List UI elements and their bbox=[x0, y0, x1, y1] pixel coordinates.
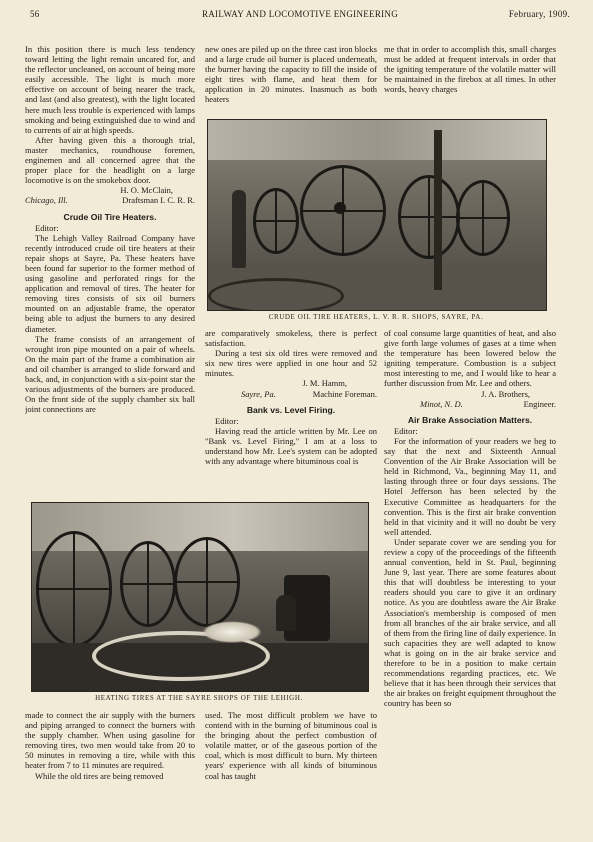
signature-name: H. O. McClain, bbox=[120, 185, 173, 196]
tire-shape bbox=[253, 188, 299, 254]
paragraph: For the information of your readers we beg to say that the next and Sixteenth Annual Convention of the Air Brake Association will be held in Richmond, Va., beginning May 11, and lasting through three or four days sessions. The Hotel Jefferson has been selected by the Executive Committee as headquarters for the convention. This is the first air brake convention held in that vicinity and it will no doubt be very well attended. bbox=[384, 435, 556, 537]
paragraph: The Lehigh Valley Railroad Company have recently introduced crude oil tire heaters at their repair shops at Sayre, Pa. These heaters have been found far superior to the former method of using gasoline and perforated rings for the application and removal of tires. The heater for removing tires consists of six oil burners mounted on an adjustable frame, the operator being able to adjust the burners to any desired diameter. bbox=[25, 232, 195, 334]
signature-name: J. A. Brothers, bbox=[481, 388, 530, 399]
hub-shape bbox=[334, 202, 346, 214]
tire-shape bbox=[120, 541, 176, 627]
large-tire-ring bbox=[208, 278, 344, 311]
signature-line bbox=[205, 389, 377, 399]
signature-title: Engineer. bbox=[523, 398, 556, 409]
paragraph: made to connect the air supply with the burners and piping arranged to connect the burners with the supply chamber. When using gasoline for removing tires, two men would take from 20 to 50 minutes in removing a tire, while with this heater from 7 to 11 minutes are required. bbox=[25, 710, 195, 771]
tire-shape bbox=[174, 537, 240, 627]
photo-caption: HEATING TIRES AT THE SAYRE SHOPS OF THE LEHIGH. bbox=[95, 694, 303, 702]
paragraph: The frame consists of an arrangement of wrought iron pipe mounted on a pair of wheels. On the main part of the frame a combination air and oil chamber is arranged to slide forward and back, and, in conjunction with a six-point star the various adjustments of the burners are produced. On the front side of the supply chamber six ball joint connections are bbox=[25, 333, 195, 415]
signature-title: Draftsman I. C. R. R. bbox=[122, 195, 195, 206]
signature-place: Chicago, Ill. bbox=[25, 195, 68, 206]
editor-salutation: Editor: bbox=[394, 425, 418, 436]
column-2-middle bbox=[205, 328, 377, 496]
paragraph: In this position there is much less tendency toward letting the light remain uncared for, and the reflector uncleaned, on account of being more easily accessible. The light is much more effective on account of being nearer the track, and last (and also greatest), with the light located here much less trouble is experienced with lamps smoking and being extinguished due to wind and to currents of air at high speeds. bbox=[25, 44, 195, 135]
signature-line bbox=[25, 195, 195, 205]
section-heading: Crude Oil Tire Heaters. bbox=[63, 211, 157, 222]
paragraph: of coal consume large quantities of heat, and also give forth large volumes of gases at a time when the temperature has been lowered below the igniting temperature. Combustion is a subject most interesting to me, and I would like to hear a further discussion from Mr. Lee and others. bbox=[384, 328, 556, 389]
paragraph: new ones are piled up on the three cast iron blocks and a large crude oil burner is placed underneath, the burner having the capacity to fill the inside of eight tires with flame, and heat them for application in 20 minutes. Inasmuch as both heaters bbox=[205, 44, 377, 105]
column-post bbox=[434, 130, 442, 290]
photo-heating-tires bbox=[31, 502, 369, 692]
column-3-top bbox=[384, 44, 556, 106]
paragraph: After having given this a thorough trial, master mechanics, roundhouse foremen, enginemen and all concerned agree that the proper place for the headlight on a large locomotive is on the smokebox door. bbox=[25, 134, 195, 186]
paragraph: are comparatively smokeless, there is perfect satisfaction. bbox=[205, 328, 377, 349]
signature-title: Machine Foreman. bbox=[312, 388, 377, 399]
paragraph: While the old tires are being removed bbox=[35, 770, 164, 781]
tire-shape bbox=[456, 180, 510, 256]
signature-place: Sayre, Pa. bbox=[241, 388, 276, 399]
paragraph: me that in order to accomplish this, small charges must be added at frequent intervals in order that the igniting temperature of the volatile matter will be maintained in the firebox at all times. In other words, heavy charges bbox=[384, 44, 556, 95]
signature-place: Minot, N. D. bbox=[420, 398, 463, 409]
running-header bbox=[30, 9, 570, 23]
column-1-bottom bbox=[25, 710, 195, 838]
column-2-bottom bbox=[205, 710, 377, 838]
tire-shape bbox=[398, 175, 460, 259]
section-heading: Bank vs. Level Firing. bbox=[246, 404, 336, 415]
editor-salutation: Editor: bbox=[215, 415, 239, 426]
editor-salutation: Editor: bbox=[35, 222, 59, 233]
paragraph: Having read the article written by Mr. Lee on "Bank vs. Level Firing," I am at a loss to understand how Mr. Lee's system can be adopted with any advantage where bituminous coal is bbox=[205, 425, 377, 467]
tire-shape bbox=[36, 531, 112, 647]
column-3-middle bbox=[384, 328, 556, 838]
paragraph: During a test six old tires were removed and six new tires were applied in one hour and 52 minutes. bbox=[205, 348, 377, 379]
signature-name: J. M. Hamm, bbox=[302, 378, 347, 389]
journal-title: RAILWAY AND LOCOMOTIVE ENGINEERING bbox=[201, 9, 399, 19]
column-2-top bbox=[205, 44, 377, 106]
flame-glow bbox=[202, 621, 262, 643]
photo-caption: CRUDE OIL TIRE HEATERS, L. V. R. R. SHOPS, SAYRE, PA. bbox=[268, 313, 484, 321]
shop-roof-shape bbox=[208, 120, 546, 160]
section-heading: Air Brake Association Matters. bbox=[407, 414, 533, 425]
paragraph: used. The most difficult problem we have to contend with in the burning of bituminous coal is the bringing about the perfect combustion of volatile matter, or of the gaseous portion of the coal, which is most difficult to burn. My thirteen years' experience with all kinds of bituminous coal has taught bbox=[205, 710, 377, 781]
workman-figure bbox=[276, 595, 296, 631]
paragraph: Under separate cover we are sending you for review a copy of the proceedings of the fifteenth annual convention, held in St. Paul, beginning June 9, last year. There are some features about this that will doubtless be interesting to your readers should you care to give it an ordinary notice. As you are doubtless aware the Air Brake Association's membership is composed of men from all branches of the air brake service, and all of them from the firing line of daily experience. In such capacities they are well adapted to know what is going on in the air brake service and therefore to be in a position to make certain recommendations regarding practices, etc. We believe that it has been through their services that the air brakes on freight equipment throughout the country has been so bbox=[384, 536, 556, 709]
signature-line bbox=[384, 399, 556, 409]
workman-figure bbox=[232, 190, 246, 268]
issue-date: February, 1909. bbox=[508, 9, 570, 19]
photo-crude-oil-tire-heaters bbox=[207, 119, 547, 311]
page-number: 56 bbox=[30, 9, 40, 19]
column-1-top bbox=[25, 44, 195, 496]
